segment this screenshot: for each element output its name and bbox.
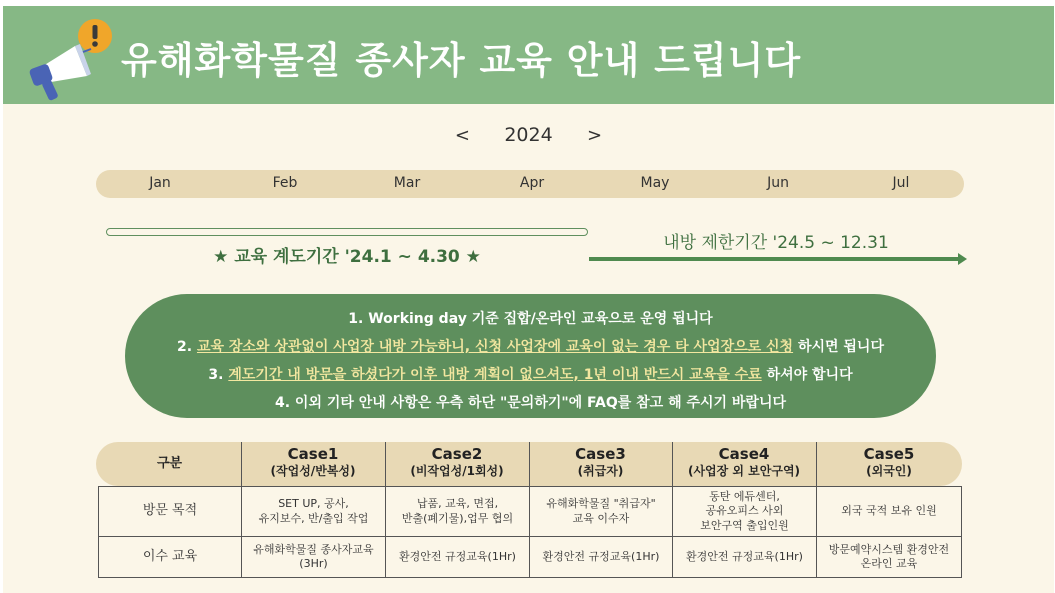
case2-title: Case2 bbox=[431, 445, 483, 463]
case5-title: Case5 bbox=[863, 445, 915, 463]
table-header-label: 구분 bbox=[156, 456, 183, 471]
row-label-course: 이수 교육 bbox=[99, 537, 242, 577]
table-header-case1 bbox=[241, 442, 385, 486]
month-jul: Jul bbox=[892, 175, 910, 191]
table-header-case4 bbox=[672, 442, 816, 486]
current-year: 2024 bbox=[504, 124, 553, 146]
case3-subtitle: (취급자) bbox=[577, 463, 624, 478]
table-header-case5 bbox=[816, 442, 962, 486]
notice-line-2-suffix: 하시면 됩니다 bbox=[793, 339, 884, 355]
case1-title: Case1 bbox=[287, 445, 339, 463]
table-cell: 환경안전 규정교육(1Hr) bbox=[530, 537, 673, 577]
table-header-case3 bbox=[529, 442, 672, 486]
month-apr: Apr bbox=[519, 175, 545, 191]
notice-line-2 bbox=[125, 336, 936, 356]
case5-subtitle: (외국인) bbox=[866, 463, 912, 478]
row-label-purpose: 방문 목적 bbox=[99, 487, 242, 537]
case-table bbox=[98, 486, 962, 578]
table-cell: SET UP, 공사, 유지보수, 반/출입 작업 bbox=[242, 487, 386, 537]
table-cell: 환경안전 규정교육(1Hr) bbox=[673, 537, 817, 577]
month-jun: Jun bbox=[767, 175, 789, 191]
restriction-period-line bbox=[589, 257, 963, 261]
table-cell: 동탄 에듀센터, 공유오피스 사외 보안구역 출입인원 bbox=[673, 487, 817, 537]
notice-line-1: 1. Working day 기준 집합/온라인 교육으로 운영 됩니다 bbox=[348, 311, 713, 327]
page bbox=[3, 6, 1054, 593]
restriction-period-label: 내방 제한기간 '24.5 ~ 12.31 bbox=[663, 233, 889, 253]
case3-title: Case3 bbox=[575, 445, 626, 463]
page-title: 유해화학물질 종사자 교육 안내 드립니다 bbox=[121, 39, 802, 82]
table-cell: 방문예약시스템 환경안전 온라인 교육 bbox=[828, 542, 950, 570]
next-year-button[interactable]: > bbox=[587, 125, 603, 146]
month-feb: Feb bbox=[272, 175, 298, 191]
month-bar bbox=[96, 170, 964, 198]
year-navigation bbox=[3, 124, 1054, 146]
table-cell: 외국 국적 보유 인원 bbox=[817, 487, 961, 537]
notice-line-3-suffix: 하셔야 합니다 bbox=[761, 367, 853, 383]
title-banner bbox=[3, 6, 1054, 104]
table-cell: 유해화학물질 종사자교육 (3Hr) bbox=[242, 537, 386, 577]
case4-title: Case4 bbox=[718, 445, 770, 463]
education-period-label: ★ 교육 계도기간 '24.1 ~ 4.30 ★ bbox=[213, 247, 481, 267]
notice-box bbox=[125, 294, 936, 418]
table-header-case2 bbox=[385, 442, 529, 486]
month-may: May bbox=[640, 175, 670, 191]
case4-subtitle: (사업장 외 보안구역) bbox=[687, 463, 801, 478]
month-jan: Jan bbox=[149, 175, 171, 191]
table-cell: 환경안전 규정교육(1Hr) bbox=[386, 537, 530, 577]
notice-line-4: 4. 이외 기타 안내 사항은 우측 하단 "문의하기"에 FAQ를 참고 해 주시기 바랍니다 bbox=[274, 395, 787, 411]
notice-line-2-highlight: 교육 장소와 상관없이 사업장 내방 가능하니, 신청 사업장에 교육이 없는 경우 타 사업장으로 신청 bbox=[196, 339, 794, 355]
table-cell: 납품, 교육, 면접, 반출(폐기물),업무 협의 bbox=[386, 487, 530, 537]
case2-subtitle: (비작업성/1회성) bbox=[410, 463, 504, 478]
notice-line-3-prefix: 3. bbox=[208, 367, 229, 383]
education-period-bar bbox=[106, 228, 588, 236]
notice-line-2-prefix: 2. bbox=[177, 339, 197, 355]
month-mar: Mar bbox=[393, 175, 421, 191]
megaphone-icon bbox=[25, 14, 125, 104]
notice-line-3-highlight: 계도기간 내 방문을 하셨다가 이후 내방 계획이 없으셔도, 1년 이내 반드시 교육을 수료 bbox=[228, 367, 762, 383]
notice-line-3 bbox=[125, 364, 936, 384]
prev-year-button[interactable]: < bbox=[454, 125, 470, 146]
table-cell: 유해화학물질 "취급자" 교육 이수자 bbox=[530, 487, 673, 537]
arrow-right-icon bbox=[958, 253, 967, 265]
case1-subtitle: (작업성/반복성) bbox=[270, 463, 356, 478]
